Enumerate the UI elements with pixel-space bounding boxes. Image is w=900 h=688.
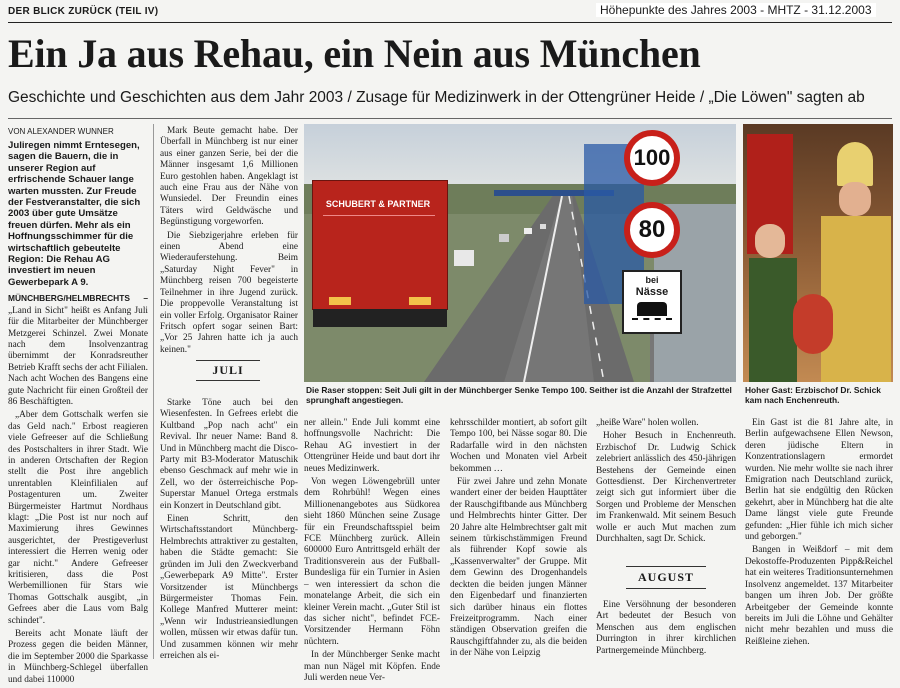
wet-sign-line-1: bei — [645, 275, 659, 285]
column-3 — [304, 418, 440, 686]
altar-server-face — [755, 224, 785, 258]
water-icon — [632, 318, 672, 323]
paragraph: ner allein." Ende Juli kommt eine hoffnungsvolle Nachricht: Die Rehau AG investiert in der Ottengrüner Heide und baut dort ihr neues Medizinwerk. — [304, 418, 440, 474]
paragraph: In der Münchberger Senke macht man nun Nägel mit Köpfen. Ende Juli werden neue Ver- — [304, 650, 440, 683]
wet-road-sign — [622, 270, 682, 334]
archbishop-face — [839, 182, 871, 216]
dateline: MÜNCHBERG/HELMBRECHTS – — [8, 293, 148, 304]
truck-brand-text: SCHUBERT & PARTNER — [325, 199, 431, 209]
altar-server — [749, 258, 797, 382]
paragraph: Bereits acht Monate läuft der Prozess gegen die beiden Männer, die im September 2000 die Sparkasse in Münchberg-Schlegel überfallen und dabei 110000 — [8, 629, 148, 685]
column-5-bottom — [596, 600, 736, 659]
header-rule — [8, 22, 892, 23]
truck-panel — [323, 215, 435, 254]
highway-photo — [304, 124, 736, 382]
main-photo-caption: Die Raser stoppen: Seit Juli gilt in der Münchberger Senke Tempo 100. Seither ist die Anzahl der Strafzettel sprunghaft angestiegen. — [306, 385, 732, 406]
column-4 — [450, 418, 587, 662]
paragraph: Starke Töne auch bei den Wiesenfesten. In Gefrees erlebt die Kultband „Pop nach acht" ein Revival. Ihr neuer Name: Band 8. Und in Münchberg macht die Disco-Party mit B3-Moderator Matuschik ebenso Geschmack auf mehr wie in Zell, wo der österreichische Pop-Superstar Manuel Ortega erstmals ein Konzert in Deutschland gibt. — [160, 398, 298, 511]
paragraph: „Land in Sicht" heißt es Anfang Juli für die Mitarbeiter der Münchberger Metzgerei Schinzel. Zwei Monate nach dem Insolvenzantrag übernimmt der Konradsreuther Betrieb Krafft sechs der acht Filialen. Nach acht Wochen des Bangens eine gute Nachricht für einen Großteil der 86 Beschäftigten. — [8, 305, 148, 407]
speed-limit-80-sign: 80 — [624, 202, 680, 258]
flowers — [793, 294, 833, 354]
subheadline: Geschichte und Geschichten aus dem Jahr 2003 / Zusage für Medizinwerk in der Ottengrüner Heide / „Die Löwen" sagten ab — [8, 89, 865, 106]
paragraph: Von wegen Löwengebrüll unter dem Rohrbühl! Wegen eines Millionenangebotes aus Südkorea sieht 1860 München seine Zusage für ein Freundschaftsspiel beim FCE Münchberg zurück. Allein 600000 Euro Antrittsgeld erhält der Traditionsverein aus der Fußball-Bundesliga für ein Turnier in Asien – wen interessiert da schon die monatelange Arbeit, die sich ein kleiner Verein macht. „Guter Stil ist das sicher nicht", befindet FCE-Vorsitzender Hermann Föhn nüchtern. — [304, 477, 440, 647]
paragraph: Einen Schritt, den Wirtschaftsstandort Münchberg-Helmbrechts attraktiver zu gestalten, haben die Städte gemacht: Sie gründen im Juli den Zweckverband „Gewerbepark A9 Mitte". Erster Vorsitzender ist Münchbergs Bürgermeister Thomas Fein. Kollege Manfred Mutterer meint: „Wenn wir Industrieansiedlungen wollen, müssen wir etwas dafür tun. Und zusammen können wir mehr erreichen als ei- — [160, 514, 298, 661]
column-2-bottom — [160, 398, 298, 664]
truck-light — [409, 297, 431, 305]
vestment — [821, 216, 891, 382]
truck — [312, 180, 448, 310]
wet-sign-line-2: Nässe — [635, 286, 669, 298]
paragraph: Die Siebzigerjahre erleben für einen Abend eine Wiederauferstehung. Beim „Saturday Night Fever" in Münchberg reisen 700 begeisterte Teilnehmer in ihre Jugend zurück. Die proppevolle Veranstaltung ist ein voller Erfolg. Organisator Rainer Fritsch opfert sogar seinen Bart: „Vor 25 Jahren hatte ich ja auch keinen." — [160, 230, 298, 355]
paragraph: Für zwei Jahre und zehn Monate wandert einer der beiden Haupttäter der Rauschgiftbande aus Münchberg und Helmbrechts hinter Gitter. Der 20 Jahre alte Helmbrechtser galt mit seinem türkischstämmigen Freund als führender Kopf sowie als „Kassenverwalter" der Gruppe. Mit dem Gewinn des Drogenhandels deckten die beiden jungen Männer den Eigenbedarf und finanzierten sich darüber hinaus ein flottes Freizeitprogramm. Nach einer ständigen Observation greifen die Rauschgiftfahnder zu, als die beiden in der Nähe von Leipzig — [450, 477, 587, 659]
paragraph: Hoher Besuch in Enchenreuth. Erzbischof Dr. Ludwig Schick zelebriert anlässlich des 450-jährigen Bestehens der Gemeinde einen Gottesdienst. Der Kirchenvertreter zeigt sich gut informiert über die Sorgen und Probleme der Menschen im Frankenwald. Mit seinem Besuch wolle er auch Mut machen zum Durchhalten, sagt Dr. Schick. — [596, 431, 736, 545]
byline: VON ALEXANDER WUNNER — [8, 127, 114, 136]
column-1 — [8, 140, 148, 688]
section-heading-juli: JULI — [196, 360, 260, 381]
headline: Ein Ja aus Rehau, ein Nein aus München — [8, 31, 701, 76]
paragraph: Eine Versöhnung der besonderen Art bedeutet der Besuch von Menschen aus dem englischen Durrington in ihrer kirchlichen Partnergemeinde Münchberg. — [596, 600, 736, 656]
truck-light — [329, 297, 351, 305]
subhead-rule — [8, 118, 892, 119]
lead-paragraph: Juliregen nimmt Erntesegen, sagen die Bauern, die in unserer Region auf erfrischende Schauer lange warten mussten. Zur Freude der Festveranstalter, die sich 2003 über gute Umsätze freuen dürfen. Mehr als ein Hoffnungsschimmer für die wirtschaftlich gebeutelte Region: Die Rehau AG investiert im neuen Gewerbepark A 9. — [8, 140, 141, 288]
kicker: DER BLICK ZURÜCK (TEIL IV) — [8, 6, 159, 17]
side-photo-caption: Hoher Gast: Erzbischof Dr. Schick kam nach Enchenreuth. — [745, 385, 881, 406]
paragraph: Ein Gast ist die 81 Jahre alte, in Berlin aufgewachsene Ellen Newson, deren jüdische Eltern in Konzentrationslagern ermordet wurden. Nie mehr wollte sie nach ihrer Emigration nach Deutschland zurück, Berlin hat sie endgültig den Rücken gekehrt, aber in Münchberg hat die alte Dame längst viele gute Freunde gefunden: „Hier fühle ich mich sicher und geborgen." — [745, 418, 893, 543]
column-divider — [153, 124, 154, 659]
mitre — [837, 142, 873, 186]
paragraph: Bangen in Weißdorf – mit dem Dekostoffe-Produzenten Pipp&Reichel hat ein weiteres Traditionsunternehmen Insolvenz angemeldet. 137 Mitarbeiter bangen um ihren Job. Der größte Arbeitgeber der Gemeinde konnte bereits im Juli die Löhne und Gehälter nicht mehr bezahlen und muss die Reißleine ziehen. — [745, 545, 893, 647]
paragraph: „Aber dem Gottschalk werfen sie das Geld nach." Erbost reagieren viele Gefreeser auf die Schließung des Postschalters in ihrer Stadt. Wie in anderen Ortschaften der Region stellt die Post ihre angeblich unrentablen Kleinfilialen auf Postagenturen um. Zweiter Bürgermeister Hartmut Nordhaus klagt: „Die Post ist nur noch auf Maximierung ihres Gewinnes ausgerichtet, der Prestigeverlust interessiert die Herren wenig oder gar nicht." Andere Gefreeser kritisieren, dass die Post Werbemillionen für Stars wie Thomas Gottschalk ausgibt, „in Gefrees aber die Laus vom Balg schindet". — [8, 410, 148, 626]
speed-limit-100-sign: 100 — [624, 130, 680, 186]
column-2 — [160, 126, 298, 358]
column-6 — [745, 418, 893, 650]
date-stamp: Höhepunkte des Jahres 2003 - MHTZ - 31.12.2003 — [596, 3, 876, 17]
car-icon — [637, 302, 667, 316]
truck-bumper — [313, 309, 447, 327]
paragraph: kehrsschilder montiert, ab sofort gilt Tempo 100, bei Nässe sogar 80. Die Radarfalle wird in den nächsten Wochen und Monaten viel Arbeit bekommen … — [450, 418, 587, 474]
paragraph: Mark Beute gemacht habe. Der Überfall in Münchberg ist nur einer aus einer ganzen Serie, bei der die Männer insgesamt 1,6 Millionen Euro gestohlen haben. Angeklagt ist auch eine Frau aus der Nähe von Wunsiedel. Der Freundin eines Täters wird Geldwäsche und Begünstigung vorgeworfen. — [160, 126, 298, 228]
paragraph: „heiße Ware" holen wollen. — [596, 418, 699, 428]
column-5 — [596, 418, 736, 547]
sign-pole — [650, 334, 654, 382]
archbishop-photo — [743, 124, 893, 382]
section-heading-august: AUGUST — [626, 566, 706, 589]
